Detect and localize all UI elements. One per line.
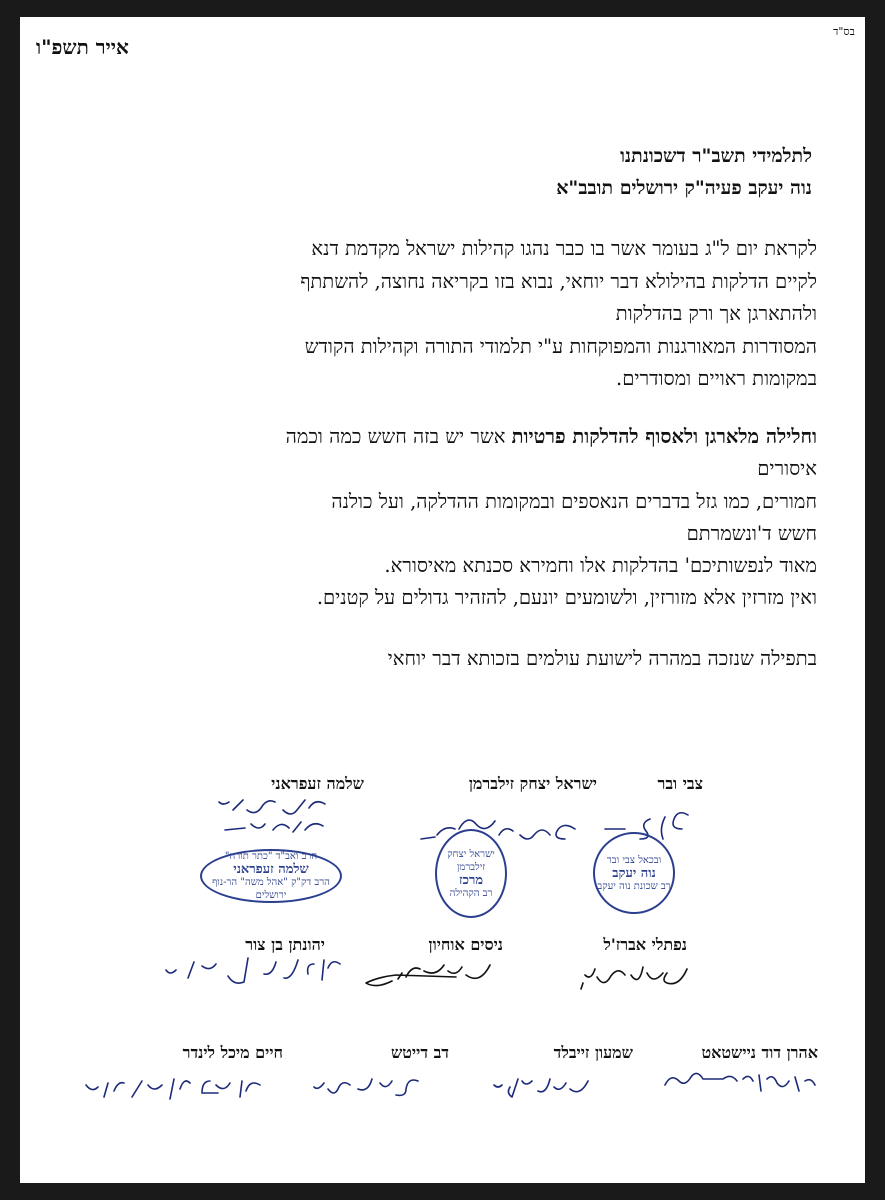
rabbinic-stamp-zafrani (200, 849, 342, 903)
body-line: מאוד לנפשותיכם' בהדלקות אלו וחמירא סכנתא מאיסורא. (384, 554, 817, 577)
closing-line: בתפילה שנזכה במהרה לישועת עולמים בזכותא דבר יוחאי (387, 647, 817, 670)
handwritten-signature-ben-tzur (158, 952, 348, 1007)
body-line: חמורים, כמו גזל בדברים הנאספים ובמקומות ההדלקה, ועל כולנה (331, 490, 817, 513)
body-line: במקומות ראויים ומסודרים. (616, 367, 817, 390)
signatory-name: שמעון זייבלד (553, 1043, 633, 1062)
body-line-warning (286, 422, 817, 452)
rabbinic-stamp-vaber (593, 832, 675, 914)
stamp-text: רב הקהילה (449, 887, 493, 899)
warning-bold-text: וחלילה מלארגן ולאסוף להדלקות פרטיות (511, 425, 817, 448)
bsd-mark: בס"ד (833, 25, 855, 38)
body-line: לקיים הדלקות בהילולא דבר יוחאי, נבוא בזו בקריאה נחוצה, להשתתף (300, 270, 817, 293)
body-line: ואין מזרזין אלא מזורזין, ולשומעים יונעם, להזהיר גדולים על קטנים. (316, 586, 817, 609)
signatory-name: ישראל יצחק זילברמן (468, 774, 597, 793)
signatory-name: דב דייטש (390, 1043, 449, 1062)
stamp-text: הרב ואב"ד "כתר תורה" (224, 851, 318, 862)
body-line: לקראת יום ל"ג בעומר אשר בו כבר נהגו קהילות ישראל מקדמת דנא (311, 237, 817, 260)
signatory-name: ניסים אוחיון (428, 935, 503, 954)
address-line-1: לתלמידי תשב"ר דשכונתנו (620, 145, 812, 167)
stamp-text: הרב דק"ק "אהל משה" הר-נוף ירושלים (212, 877, 330, 901)
signatory-name: נפתלי אברז'ל (603, 935, 687, 954)
body-line: חשש ד'ונשמרתם (686, 522, 817, 545)
handwritten-signature-deitsch (310, 1071, 425, 1111)
handwritten-signature-avraziel (575, 959, 695, 999)
stamp-title: נוה יעקב (612, 865, 656, 881)
signatory-name: צבי ובר (657, 774, 703, 793)
signatory-name: חיים מיכל לינדר (182, 1043, 283, 1062)
handwritten-signature-linder (78, 1071, 268, 1111)
signatory-name: יהונתן בן צור (245, 935, 325, 954)
stamp-text: ובכאל צבי ובר (606, 854, 662, 866)
stamp-text: רב שכונת נוה יעקב (597, 880, 671, 892)
handwritten-signature-zeibald (490, 1071, 595, 1111)
handwritten-signature-neishtat (655, 1065, 820, 1105)
signatory-name: אהרן דוד ניישטאט (701, 1043, 818, 1062)
handwritten-signature-ohayon (362, 959, 502, 1004)
letter-date: אייר תשפ"ו (36, 35, 129, 59)
stamp-text: ישראל יצחק זילברמן (447, 848, 495, 873)
rabbinic-stamp-zilberman (435, 829, 507, 918)
signatory-name: שלמה זעפראני (271, 774, 364, 793)
letter-page (20, 17, 865, 1183)
body-line: איסורים (757, 457, 817, 480)
warning-rest-text: אשר יש בזה חשש כמה וכמה (285, 425, 506, 448)
address-line-2: נוה יעקב פעיה"ק ירושלים תובב"א (556, 177, 812, 199)
handwritten-signature-zafrani (205, 792, 335, 847)
body-line: ולהתארגן אך ורק בהדלקות (615, 302, 817, 325)
stamp-title: מרכז (458, 872, 484, 888)
body-line: המסודרות המאורגנות והמפוקחות ע"י תלמודי התורה וקהילות הקודש (304, 335, 817, 358)
stamp-title: שלמה זעפראני (233, 862, 309, 877)
